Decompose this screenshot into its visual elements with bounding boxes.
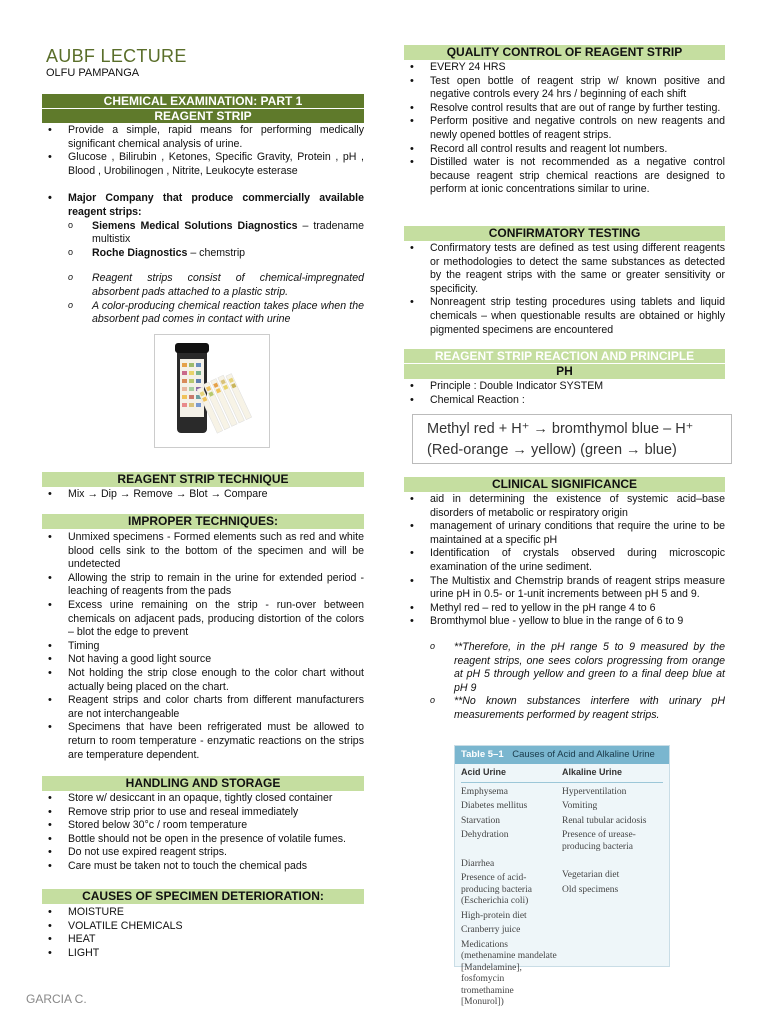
intro-item: • Provide a simple, rapid means for performing medically significant chemical analysis of urine.	[68, 124, 364, 151]
reagent-strip-illustration	[155, 335, 269, 447]
company-siemens	[92, 220, 364, 247]
improper-item: • Excess urine remaining on the strip - run-over between chemicals on adjacent pads, producing distortion of the colors – blot the edge to prevent	[68, 599, 364, 640]
qc-item: • Distilled water is not recommended as a negative control because reagent strip chemical reactions are designed to perform at ionic concentrations similar to urine.	[430, 156, 725, 197]
part-subtitle: REAGENT STRIP	[42, 109, 364, 123]
alkaline-cause: Hyperventilation	[562, 786, 627, 797]
handling-header: HANDLING AND STORAGE	[42, 776, 364, 791]
clinical-list	[404, 493, 725, 629]
company-items	[42, 220, 364, 261]
improper-section	[42, 514, 364, 762]
improper-item: • Allowing the strip to remain in the urine for extended period - leaching of reagents from the pads	[68, 572, 364, 599]
improper-item: • Unmixed specimens - Formed elements such as red and white blood cells sink to the bottom of the specimen and will be undetected	[68, 531, 364, 572]
alkaline-cause	[562, 856, 663, 867]
company-roche	[92, 247, 364, 261]
qc-list	[404, 61, 725, 197]
company-list	[42, 192, 364, 219]
reaction-header: REAGENT STRIP REACTION AND PRINCIPLE	[404, 349, 725, 363]
handling-item: • Do not use expired reagent strips.	[68, 846, 364, 860]
acid-cause: Dehydration	[461, 830, 509, 840]
confirm-list	[404, 242, 725, 337]
principle-item: • Principle : Double Indicator SYSTEM	[430, 380, 725, 394]
alkaline-cause: Presence of urease-producing bacteria	[562, 830, 636, 852]
alk-cells	[562, 782, 663, 1012]
acid-cells	[461, 782, 562, 1012]
acid-cause: Medications (methenamine mandelate [Mandelamine], fosfomycin tromethamine [Monurol])	[461, 939, 557, 1007]
cause-item: • HEAT	[68, 933, 364, 947]
col-alkaline: Alkaline Urine	[562, 767, 663, 782]
table-caption: Causes of Acid and Alkaline Urine	[512, 749, 655, 760]
handling-item: • Bottle should not be open in the presence of volatile fumes.	[68, 833, 364, 847]
handling-item: • Stored below 30°c / room temperature	[68, 819, 364, 833]
acid-cause: Presence of acid-producing bacteria (Escherichia coli)	[461, 873, 532, 906]
clinical-item: • management of urinary conditions that require the urine to be maintained at a specific pH	[430, 520, 725, 547]
handling-section	[42, 776, 364, 874]
qc-item: • Record all control results and reagent lot numbers.	[430, 143, 725, 157]
part-header	[42, 94, 364, 123]
technique-header: REAGENT STRIP TECHNIQUE	[42, 472, 364, 487]
company-siemens-name: Siemens Medical Solutions Diagnostics	[92, 219, 298, 232]
acid-cause	[461, 845, 558, 856]
qc-item: • Resolve control results that are out of range by further testing.	[430, 102, 725, 116]
cause-item: • VOLATILE CHEMICALS	[68, 920, 364, 934]
reagent-strip-photo	[154, 334, 270, 448]
improper-item: • Reagent strips and color charts from different manufacturers are not interchangeable	[68, 694, 364, 721]
qc-item: • EVERY 24 HRS	[430, 61, 725, 75]
footer-author: GARCIA C.	[26, 992, 87, 1006]
chemical-equation-box	[412, 414, 732, 464]
table-body	[455, 764, 669, 1012]
causes-header: CAUSES OF SPECIMEN DETERIORATION:	[42, 889, 364, 904]
technique-steps: • Mix → Dip → Remove → Blot → Compare	[68, 488, 364, 502]
clinical-notes	[404, 641, 725, 723]
reaction-section	[404, 349, 725, 407]
handling-item: • Remove strip prior to use and reseal immediately	[68, 806, 364, 820]
qc-item: • Perform positive and negative controls on new reagents and newly opened bottles of reagent strips.	[430, 115, 725, 142]
intro-list	[42, 124, 364, 178]
company-roche-tail: – chemstrip	[187, 246, 246, 259]
confirm-section	[404, 226, 725, 337]
equation-line-2: (Red-orange → yellow) (green → blue)	[427, 442, 677, 458]
acid-cause: Diarrhea	[461, 858, 495, 869]
acid-cause: Emphysema	[461, 786, 508, 797]
company-roche-name: Roche Diagnostics	[92, 246, 188, 259]
table-data-row	[461, 782, 663, 1012]
clinical-item: • Methyl red – red to yellow in the pH range 4 to 6	[430, 602, 725, 616]
confirm-item: • Confirmatory tests are defined as test using different reagents or methodologies to detect the same substances as detected by the reagent strips with the same or greater sensitivity or specificity.	[430, 242, 725, 296]
technique-list	[42, 488, 364, 502]
company-heading: • Major Company that produce commercially available reagent strips:	[68, 192, 364, 219]
company-siemens-tail: – tradename multistix	[92, 219, 364, 246]
handling-item: • Care must be taken not to touch the chemical pads	[68, 860, 364, 874]
clinical-section	[404, 477, 725, 723]
acid-cause: Starvation	[461, 815, 501, 826]
col-acid: Acid Urine	[461, 767, 562, 782]
causes-section	[42, 889, 364, 960]
clinical-item: • aid in determining the existence of systemic acid–base disorders of metabolic or respiratory origin	[430, 493, 725, 520]
note-item: o A color-producing chemical reaction takes place when the absorbent pad comes in contact with urine	[92, 300, 364, 327]
qc-section	[404, 45, 725, 197]
alkaline-cause: Renal tubular acidosis	[562, 815, 647, 826]
improper-item: • Not having a good light source	[68, 653, 364, 667]
clinical-note: o **Therefore, in the pH range 5 to 9 measured by the reagent strips, one sees colors progressing from orange at pH 5 through yellow and green to a final deep blue at pH 9	[454, 641, 725, 695]
handling-list	[42, 792, 364, 874]
improper-item: • Specimens that have been refrigerated must be allowed to return to room temperature - enzymatic reactions on the strips are temperature dependent.	[68, 721, 364, 762]
confirm-item: • Nonreagent strip testing procedures using tablets and liquid chemicals – when questionable results are obtained or highly pigmented specimens are encountered	[430, 296, 725, 337]
equation-line-1: Methyl red + H⁺ → bromthymol blue – H⁺	[427, 421, 694, 437]
acid-alkaline-table	[454, 745, 670, 1007]
alkaline-cause: Vomiting	[562, 801, 598, 811]
clinical-item: • Identification of crystals observed during microscopic examination of the urine sediment.	[430, 547, 725, 574]
page-title: AUBF LECTURE	[46, 46, 187, 66]
cause-item: • LIGHT	[68, 947, 364, 961]
acid-cause: Diabetes mellitus	[461, 801, 528, 811]
note-item: o Reagent strips consist of chemical-impregnated absorbent pads attached to a plastic strip.	[92, 272, 364, 299]
table-head-row	[461, 767, 663, 782]
improper-header: IMPROPER TECHNIQUES:	[42, 514, 364, 529]
improper-item: • Not holding the strip close enough to the color chart without actually being placed on the chart.	[68, 667, 364, 694]
notes-list	[42, 272, 364, 326]
part-title: CHEMICAL EXAMINATION: PART 1	[42, 94, 364, 108]
intro-section	[42, 124, 364, 327]
table-label: Table 5–1	[461, 749, 504, 760]
confirm-header: CONFIRMATORY TESTING	[404, 226, 725, 241]
acid-cause: High-protein diet	[461, 910, 527, 921]
principle-list	[404, 380, 725, 407]
qc-header: QUALITY CONTROL OF REAGENT STRIP	[404, 45, 725, 60]
clinical-item: • Bromthymol blue - yellow to blue in the range of 6 to 9	[430, 615, 725, 629]
clinical-item: • The Multistix and Chemstrip brands of reagent strips measure urine pH in 0.5- or 1-unit increments between pH 5 and 9.	[430, 575, 725, 602]
page-subtitle: OLFU PAMPANGA	[46, 67, 140, 79]
alkaline-cause: Old specimens	[562, 884, 619, 895]
handling-item: • Store w/ desiccant in an opaque, tightly closed container	[68, 792, 364, 806]
clinical-note: o **No known substances interfere with urinary pH measurements performed by reagent strips.	[454, 695, 725, 722]
cause-item: • MOISTURE	[68, 906, 364, 920]
alkaline-cause: Vegetarian diet	[562, 870, 620, 880]
improper-item: • Timing	[68, 640, 364, 654]
qc-item: • Test open bottle of reagent strip w/ known positive and negative controls every 24 hrs / beginning of each shift	[430, 75, 725, 102]
clinical-header: CLINICAL SIGNIFICANCE	[404, 477, 725, 492]
acid-cause: Cranberry juice	[461, 925, 521, 935]
table-grid	[461, 767, 663, 1012]
table-caption-bar	[455, 746, 669, 764]
reaction-subheader: PH	[404, 364, 725, 379]
causes-list	[42, 906, 364, 960]
intro-item: • Glucose , Bilirubin , Ketones, Specific Gravity, Protein , pH , Blood , Urobilinogen , Nitrite, Leukocyte esterase	[68, 151, 364, 178]
technique-section	[42, 472, 364, 502]
principle-item: • Chemical Reaction :	[430, 394, 725, 408]
improper-list	[42, 531, 364, 762]
